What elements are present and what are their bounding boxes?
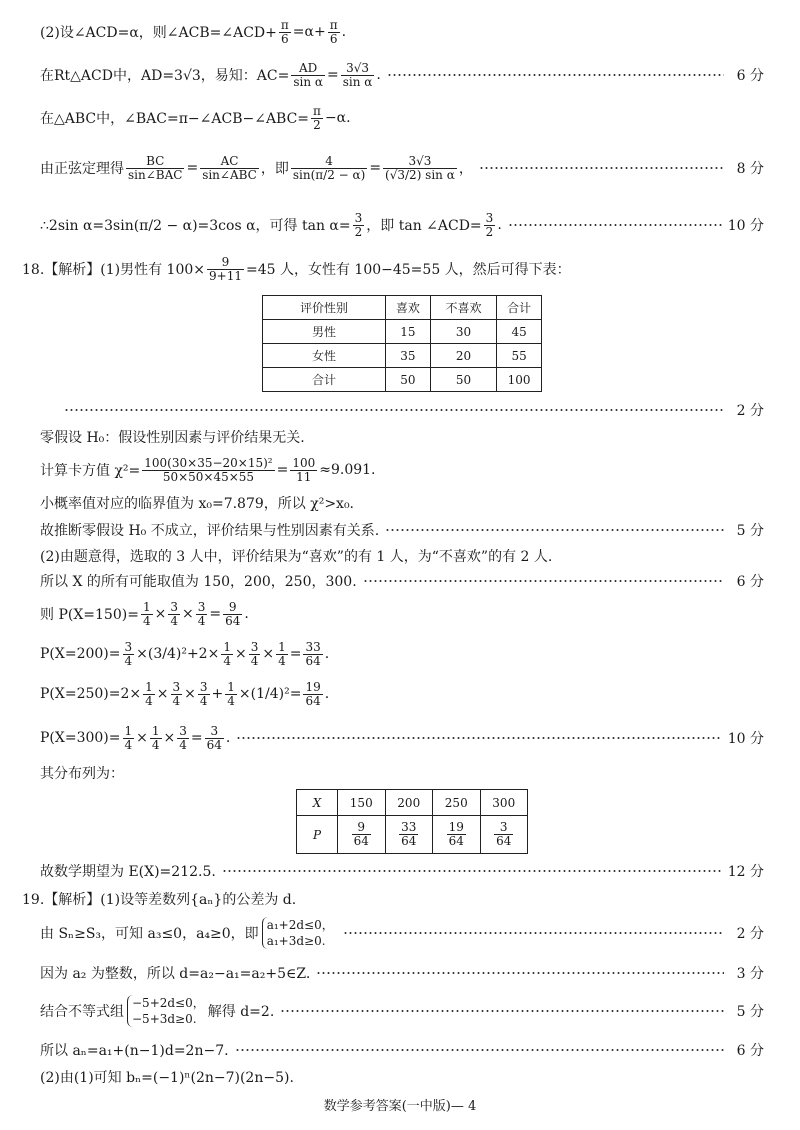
text: (2)由(1)可知 bₙ=(−1)ⁿ(2n−7)(2n−5). [40, 1070, 294, 1086]
line-null-hypothesis [40, 422, 764, 452]
text: × [234, 646, 247, 662]
text: 由正弦定理得 [40, 161, 124, 177]
table-cell: 30 [430, 320, 496, 344]
fraction: $\frac{3√3}{\text{(√3/2) sin α}}$ [385, 153, 455, 182]
text: = [369, 160, 382, 176]
score-label: 2 分 [736, 926, 764, 942]
text: 19.【解析】(1)设等差数列{aₙ}的公差为 d. [22, 892, 297, 908]
fraction: $\frac{1}{4}$ [145, 679, 153, 708]
text: 在△ABC中，∠BAC=π−∠ACB−∠ABC= [40, 111, 310, 127]
table-header-cell: 不喜欢 [430, 296, 496, 320]
text: × [163, 730, 176, 746]
fraction: $\frac{9}{64}$ [225, 599, 241, 628]
fraction: $\frac{3}{2}$ [485, 210, 494, 239]
text: . [341, 24, 347, 40]
text: ∴2sin α=3sin(π/2 − α)=3cos α，可得 tan α= [40, 218, 351, 234]
text: 计算卡方值 χ²= [40, 463, 141, 479]
fraction: $\frac{\text{100(30×35−20×15)²}}{50\times 50\times 45\times 55}$ [144, 455, 273, 484]
leader-dots [235, 1049, 724, 1051]
leader-dots [508, 224, 722, 226]
line-angle-bac [40, 103, 764, 133]
fraction: $\frac{9}{64}$ [353, 820, 369, 848]
gender-table [262, 295, 542, 392]
text: (2)设∠ACD=α，则∠ACB=∠ACD+ [40, 25, 277, 41]
table-cell: 55 [497, 344, 542, 368]
line-x-values [40, 566, 764, 596]
table-cell: 女性 [263, 344, 386, 368]
table-cell: 20 [430, 344, 496, 368]
score-label: 8 分 [736, 161, 764, 177]
text: = [276, 462, 289, 478]
text: = [186, 160, 199, 176]
fraction: $\frac{3}{4}$ [172, 679, 181, 708]
text: 因为 a₂ 为整数，所以 d=a₂−a₁=a₂+5∈Z. [40, 966, 311, 982]
score-label: 10 分 [727, 218, 764, 234]
line-bn-formula [40, 1062, 764, 1092]
text: P(X=250)=2× [40, 686, 142, 702]
text: × [181, 606, 194, 622]
table-cell: 250 [433, 790, 481, 816]
table-cell: 35 [386, 344, 431, 368]
text: ×(3/4)²+2× [136, 646, 220, 662]
text: × [262, 646, 275, 662]
text: 所以 aₙ=a₁+(n−1)d=2n−7. [40, 1043, 229, 1059]
text: P(X=200)= [40, 646, 121, 662]
table-cell [433, 816, 481, 854]
fraction: $\frac{9}{9+11}$ [209, 254, 242, 283]
leader-dots [280, 1010, 724, 1012]
table-header-cell: P [297, 816, 338, 854]
table-cell [385, 816, 433, 854]
fraction: $\frac{19}{64}$ [448, 820, 464, 848]
line-p18-intro [22, 254, 764, 284]
text: × [136, 730, 148, 746]
text: = [190, 730, 203, 746]
text: . [376, 67, 381, 83]
text: = [209, 606, 222, 622]
table-header-cell: 喜欢 [386, 296, 431, 320]
leader-dots [385, 529, 724, 531]
score-label: 6 分 [736, 68, 764, 84]
line-sine-law [40, 150, 764, 186]
line-integer-d [40, 958, 764, 988]
fraction: $\frac{3}{4}$ [250, 639, 259, 668]
line-critical-value [40, 488, 764, 518]
line-ac-length [40, 60, 764, 90]
table-cell [338, 816, 386, 854]
leader-dots [387, 74, 724, 76]
leader-dots [236, 737, 721, 739]
fraction: $\frac{3}{4}$ [199, 679, 208, 708]
text: (2)由题意得，选取的 3 人中，评价结果为“喜欢”的有 1 人，为“不喜欢”的有 2 人. [40, 549, 553, 565]
fraction: $\frac{3}{4}$ [170, 599, 178, 628]
fraction: $\frac{4}{\sin(\pi/2 - \alpha)}$ [292, 153, 366, 182]
fraction: $\frac{3}{4}$ [179, 723, 187, 752]
table-header-cell: X [297, 790, 338, 816]
text: 由 Sₙ≥S₃，可知 a₃≤0，a₄≥0，即 [40, 926, 259, 942]
fraction: $\frac{1}{4}$ [227, 679, 235, 708]
score-label: 2 分 [736, 403, 764, 419]
table-header-row [263, 296, 542, 320]
line-chi-square [40, 452, 764, 488]
table-cell: 合计 [263, 368, 386, 392]
fraction: $\frac{AC}{\text{sin∠ABC}}$ [202, 153, 257, 182]
line-p150 [40, 596, 764, 632]
score-label: 6 分 [736, 1043, 764, 1059]
leader-dots [363, 580, 724, 582]
inequality-system: a₁+2d≤0， a₁+3d≥0. [262, 917, 334, 949]
table-cell: 150 [338, 790, 386, 816]
fraction: $\frac{AD}{\text{sin α}}$ [293, 60, 323, 89]
fraction: $\frac{3}{64}$ [496, 820, 512, 848]
text: 零假设 H₀：假设性别因素与评价结果无关. [40, 430, 305, 446]
line-sn-condition [40, 914, 764, 952]
inequality-system: −5+2d≤0， −5+3d≥0. [127, 995, 205, 1027]
leader-dots [222, 870, 722, 872]
fraction: $\frac{1}{4}$ [151, 723, 160, 752]
table-row [263, 344, 542, 368]
fraction: $\frac{BC}{\text{sin∠BAC}}$ [128, 153, 183, 182]
text: . [324, 686, 330, 702]
text: ， [458, 161, 473, 177]
fraction: $\frac{1}{4}$ [142, 599, 151, 628]
text: 在Rt△ACD中，AD=3√3，易知：AC= [40, 68, 290, 84]
text: ≈9.091. [319, 462, 376, 478]
fraction: $\frac{3}{4}$ [197, 599, 206, 628]
text: . [324, 646, 330, 662]
table-row [297, 816, 528, 854]
leader-dots [343, 932, 724, 934]
text: 其分布列为： [40, 766, 124, 782]
line-p200 [40, 636, 764, 672]
line-angle-def [40, 17, 764, 47]
text: . [244, 606, 249, 622]
text: 所以 X 的所有可能取值为 150，200，250，300. [40, 574, 357, 590]
text: + [211, 686, 224, 702]
text: = [327, 67, 339, 83]
text: =45 人，女性有 100−45=55 人，然后可得下表： [245, 262, 571, 278]
text: −α. [324, 110, 351, 126]
line-tan-result [40, 210, 764, 240]
line-expectation [40, 856, 764, 886]
score-label: 6 分 [736, 574, 764, 590]
line-p250 [40, 676, 764, 712]
table-cell: 50 [430, 368, 496, 392]
table-cell: 45 [497, 320, 542, 344]
distribution-table [296, 789, 528, 854]
table-cell: 15 [386, 320, 431, 344]
score-label: 5 分 [736, 523, 764, 539]
text: P(X=300)= [40, 730, 121, 746]
fraction: $\frac{33}{64}$ [401, 820, 417, 848]
text: ，即 [260, 161, 289, 177]
text: × [156, 686, 169, 702]
table-cell: 300 [480, 790, 528, 816]
fraction: $\frac{33}{64}$ [305, 639, 321, 668]
table-row [297, 790, 528, 816]
table-cell: 200 [385, 790, 433, 816]
table-cell: 100 [497, 368, 542, 392]
line-p19-intro [22, 884, 764, 914]
table-cell [480, 816, 528, 854]
fraction: $\frac{\pi}{6}$ [280, 17, 289, 46]
line-distribution-title [40, 758, 764, 788]
text: 结合不等式组 [40, 1004, 124, 1020]
text: 故数学期望为 E(X)=212.5. [40, 864, 216, 880]
text: 小概率值对应的临界值为 x₀=7.879，所以 χ²>x₀. [40, 496, 355, 512]
fraction: $\frac{100}{11}$ [292, 455, 316, 484]
text: 解得 d=2. [207, 1004, 275, 1020]
line-solve-d [40, 992, 764, 1030]
text: 18.【解析】(1)男性有 100× [22, 262, 205, 278]
fraction: $\frac{3√3}{\text{sin α}}$ [342, 60, 373, 89]
table-header-cell: 合计 [497, 296, 542, 320]
fraction: $\frac{\pi}{6}$ [329, 17, 338, 46]
fraction: $\frac{3}{4}$ [124, 639, 133, 668]
fraction: $\frac{1}{4}$ [278, 639, 286, 668]
score-label: 12 分 [727, 864, 764, 880]
text: × [154, 606, 167, 622]
text: × [184, 686, 196, 702]
fraction: $\frac{19}{64}$ [305, 679, 321, 708]
fraction: $\frac{3}{64}$ [206, 723, 222, 752]
table-row [263, 368, 542, 392]
score-label: 5 分 [736, 1004, 764, 1020]
fraction: $\frac{1}{4}$ [223, 639, 231, 668]
table-header-cell: 评价性别 [263, 296, 386, 320]
text: . [225, 730, 231, 746]
leader-dots [64, 409, 724, 411]
text: . [497, 217, 502, 233]
line-p300 [40, 720, 764, 756]
table-cell: 50 [386, 368, 431, 392]
line-score-only [40, 395, 764, 425]
text: 则 P(X=150)= [40, 607, 139, 623]
table-cell: 男性 [263, 320, 386, 344]
text: 故推断零假设 H₀ 不成立，评价结果与性别因素有关系. [40, 523, 380, 539]
text: = [289, 646, 302, 662]
leader-dots [479, 167, 724, 169]
text: ×(1/4)²= [238, 686, 302, 702]
line-an-formula [40, 1035, 764, 1065]
page-footer: 数学参考答案(一中版)— 4 [323, 1099, 477, 1114]
leader-dots [316, 972, 724, 974]
score-label: 3 分 [736, 966, 764, 982]
fraction: $\frac{1}{4}$ [124, 723, 133, 752]
table-row [263, 320, 542, 344]
fraction: $\frac{\pi}{2}$ [313, 103, 321, 132]
text: ，即 tan ∠ACD= [366, 218, 482, 234]
score-label: 10 分 [727, 731, 764, 747]
text: =α+ [292, 24, 326, 40]
fraction: $\frac{3}{2}$ [354, 210, 363, 239]
